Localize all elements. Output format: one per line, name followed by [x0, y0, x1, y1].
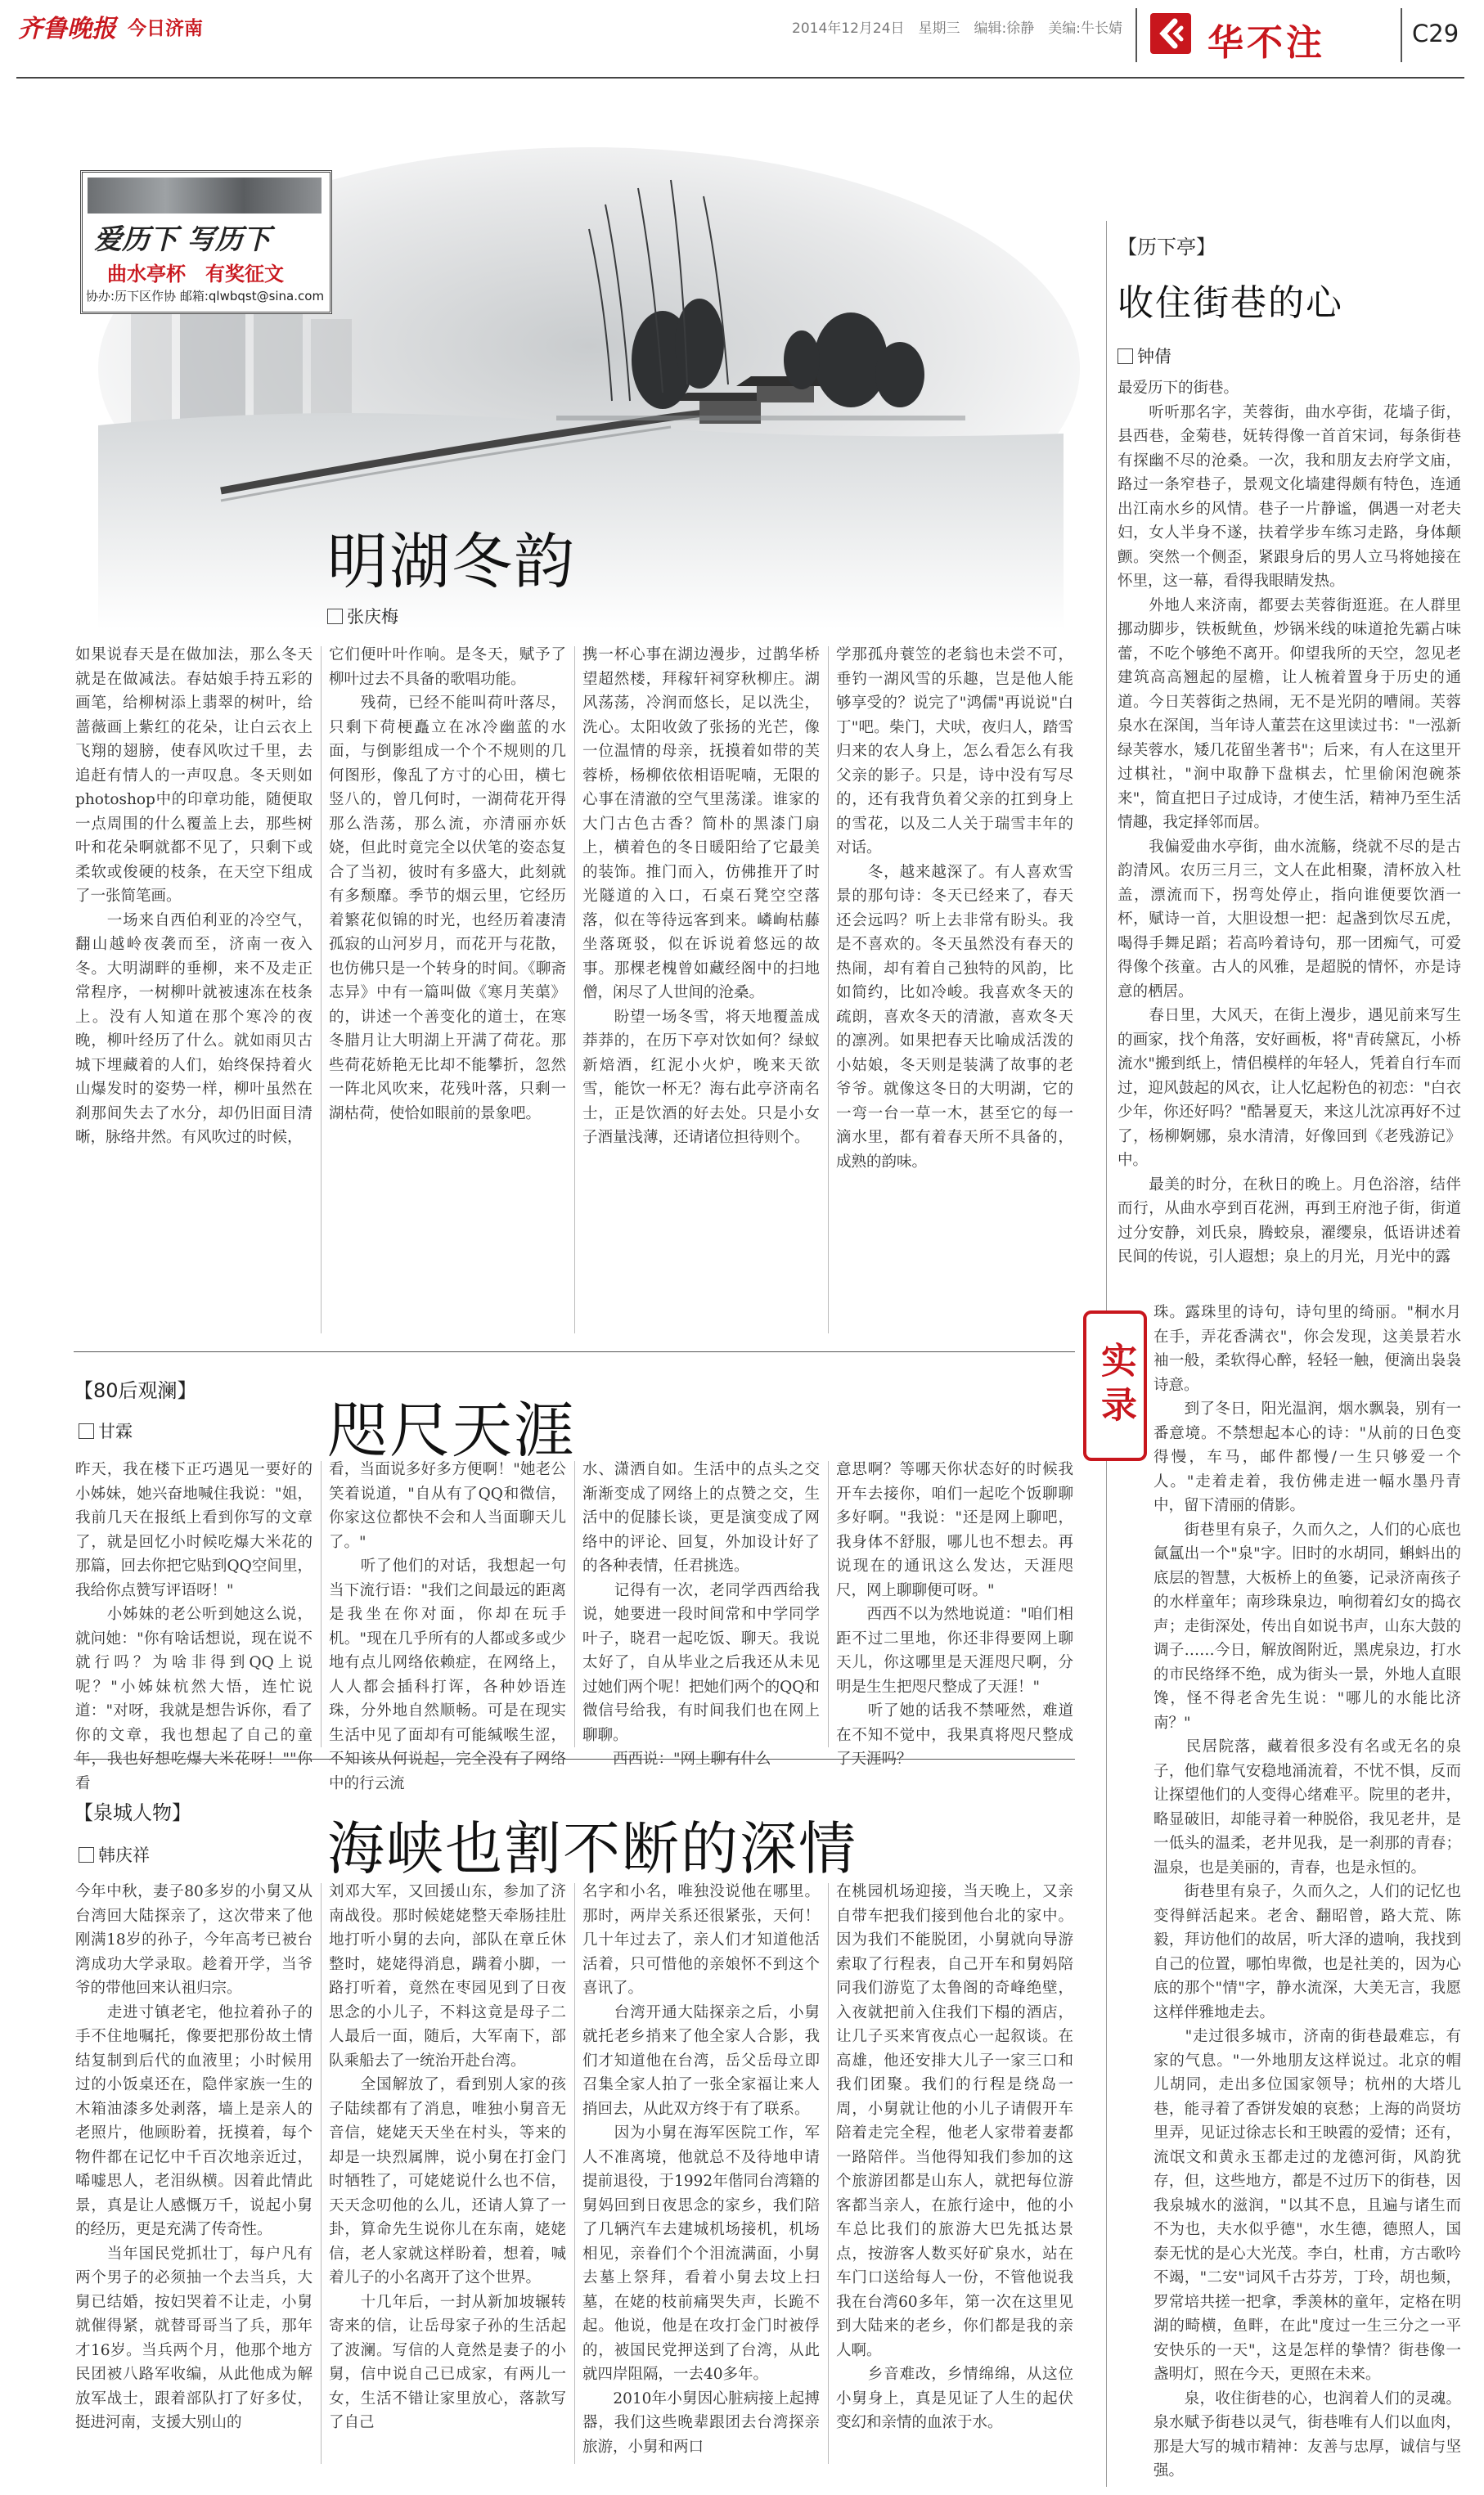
article2-author: 甘霖 — [98, 1422, 133, 1441]
page-number: C29 — [1412, 20, 1459, 47]
sidebar-tag: 【历下亭】 — [1117, 236, 1216, 258]
article3-col2: 刘邓大军，又回援山东，参加了济南战役。那时候姥姥整天牵肠挂肚地打听小舅的去向，部队在章丘休整时，姥姥得消息，蹒着小脚，一路打听着，竟然在枣园见到了日夜思念的小儿子，不料这竟是母子二人最后一面，随后，大军南下，部队乘船去了一统治开赴台湾。 全国解放了，看到别人家的孩子陆续都有了消息，唯独小舅音无音信，姥姥天天坐在村头，等来的却是一块烈属牌，说小舅在打金门时牺牲了，可姥姥说什么也不信，天天念叨他的么儿，还请人算了一卦，算命先生说你儿在东南，姥姥信，老人家就这样盼着，想着，喊着儿子的小名离开了这个世界。 十几年后，一封从新加坡辗转寄来的信，让岳母家子孙的生活起了波澜。写信的人竟然是妻子的小舅，信中说自己已成家，有两儿一女，生活不错让家里放心，落款写了自己 — [329, 1883, 566, 2431]
article1-col3: 携一杯心事在湖边漫步，过鹊华桥望超然楼，拜稼轩祠穿秋柳庄。湖风荡荡，冷润而悠长，足以洗尘，洗心。太阳收敛了张扬的光芒，像一位温情的母亲，抚摸着如带的芙蓉桥，杨柳依依相语呢喃，无限的心事在清澈的空气里荡漾。谁家的大门古色古香？简朴的黑漆门扇上，横着色的冬日暖阳给了它最美的装饰。推门而入，仿佛推开了时光隧道的入口，石桌石凳空空落落，似在等待远客到来。嶙峋枯藤坐落斑驳，似在诉说着悠远的故事。那棵老槐曾如藏经阁中的扫地僧，闲尽了人世间的沧桑。 盼望一场冬雪，将天地覆盖成莽莽的，在历下亭对饮如何？绿蚁新焙酒，红泥小火炉，晚来天欲雪，能饮一杯无？海右此亭济南名士，正是饮酒的好去处。只是小女子酒量浅薄，还请诸位担待则个。 — [582, 646, 820, 1146]
header-divider-1 — [1135, 8, 1137, 62]
section-rule-1 — [74, 1351, 1075, 1352]
article1-divider-2 — [574, 646, 575, 1333]
header-divider-2 — [1401, 8, 1402, 62]
article2-col3: 水、潇洒自如。生活中的点头之交渐渐变成了网络上的点赞之交，生活中的促膝长谈，更是演变成了网络中的评论、回复，外加设计好了的各种表情，任君挑选。 记得有一次，老同学西西给我说，她要进一段时间常和中学同学叶子，晓君一起吃饭、聊天。我说太好了，自从毕业之后我还从未见过她们两个呢！把她们两个的QQ和微信号给我，有时间我们也在网上聊聊。 西西说："网上聊有什么 — [582, 1461, 820, 1768]
article2-col1: 昨天，我在楼下正巧遇见一要好的小姊妹，她兴奋地喊住我说："姐，我前几天在报纸上看到你写的文章了，就是回忆小时候吃爆大米花的那篇，回去你把它贴到QQ空间里，我给你点赞写评语呀！" 小姊妹的老公听到她这么说，就问她："你有啥话想说，现在说不就行吗？为啥非得到QQ上说呢？"小姊妹杭然大悟，连忙说道："对呀，我就是想告诉你，看了你的文章，我也想起了自己的童年，我也好想吃爆大米花呀！""你看 — [75, 1461, 313, 1792]
sidebar-text-lower: 珠。露珠里的诗句，诗句里的绮丽。"桐水月在手，弄花香满衣"，你会发现，这美景若水袖一般，柔软得心醉，轻轻一触，便滴出袅袅诗意。 到了冬日，阳光温润，烟水飘袅，别有一番意境。不禁想起本心的诗："从前的日色变得慢，车马，邮件都慢/一生只够爱一个人。"走着走着，我仿佛走进一幅水墨丹青中，留下清丽的倩影。 街巷里有泉子，久而久之，人们的心底也氤氲出一个"泉"字。旧时的水胡同，蝌蚪出的底层的智慧，大板桥上的鱼篓，记录济南孩子的水样童年；南珍珠泉边，响彻着幻女的捣衣声；走街深处，传出自如说书声，山东大鼓的调子……今日，解放阁附近，黑虎泉边，打水的市民络绎不绝，成为街头一景，外地人直眼馋，怪不得老舍先生说："哪儿的水能比济南？" 民居院落，藏着很多没有名或无名的泉子，他们靠气安稳地涌流着，不忧不惧，反而让探望他们的人变得心绪难平。院里的老井，略显破旧，却能寻着一种脱俗，我见老井，是一低头的温柔，老井见我，是一刹那的青春；温泉，也是美丽的，青春，也是永恒的。 街巷里有泉子，久而久之，人们的记忆也变得鲜活起来。老舍、翻昭曾，路大荒、陈毅，拜访他们的故居，听大泽的遗响，我找到自己的位置，哪怕卑微，也是社美的，因为心底的那个"情"字，静水流深，大美无言，我愿这样伴雅地走去。 "走过很多城市，济南的街巷最难忘，有家的气息。"一外地朋友这样说过。北京的帽儿胡同，走出多位国家领导；杭州的大塔儿巷，能寻着了香饼发娘的哀愁；上海的尚贤坊里弄，见证过徐志长和王映霞的爱情；还有，流氓文和黄永玉都走过的龙德河街，风韵犹存，但，这些地方，都是不过历下的街巷，因我泉城水的滋润，"以其不息，且遍与诸生而不为也，夫水似乎德"，水生德，德照人，国泰无忧的是心大光茂。李白，杜甫，方古歌吟不竭，"二安"词风千古芬芳，丁玲，胡也频，罗常培共搓一把拿，季羡林的童年，定格在明湖的畸横，鱼畔，在此"度过一生三分之一平安快乐的一天"，这是怎样的挚情？街巷像一盏明灯，照在今天，更照在未来。 泉，收住街巷的心，也润着人们的灵魂。泉水赋予街巷以灵气，街巷唯有人们以血肉，那是大写的城市精神：友善与忠厚，诚信与坚强。 — [1153, 1304, 1461, 2479]
article2-byline — [79, 1418, 133, 1443]
contest-photo — [88, 178, 322, 214]
article1-title: 明湖冬韵 — [327, 527, 576, 597]
date-line: 2014年12月24日 星期三 编辑:徐静 美编:牛长婧 — [792, 20, 1122, 37]
sidebar-byline — [1117, 344, 1171, 368]
masthead: 齐鲁晚报 — [18, 15, 116, 43]
header-rule — [16, 77, 1464, 79]
article2-col2: 看，当面说多好多方便啊！"她老公笑着说道，"自从有了QQ和微信，你家这位都快不会和人当面聊天儿了。" 听了他们的对话，我想起一句当下流行语："我们之间最远的距离是我坐在你对面，你却在玩手机。"现在几乎所有的人都或多或少地有点儿网络依赖症，在网络上，人人都会插科打诨，各种妙语连珠，分外地自然顺畅。可是在现实生活中见了面却有可能缄喉生涩，不知该从何说起，完全没有了网络中的行云流 — [329, 1461, 566, 1792]
article2-tag: 【80后观澜】 — [74, 1379, 197, 1402]
contest-slogan: 爱历下 写历下 — [94, 223, 271, 256]
section-rule-2 — [74, 1759, 1075, 1760]
article3-col3: 名字和小名，唯独没说他在哪里。那时，两岸关系还很紧张，天何！几十年过去了，亲人们才知道他活活着，只可惜他的亲娘怀不到这个喜讯了。 台湾开通大陆探亲之后，小舅就托老乡捎来了他全家人合影，我们才知道他在台湾，岳父岳母立即召集全家人拍了一张全家福让来人捎回去，从此双方终于有了联系。 因为小舅在海军医院工作，军人不准离境，他就总不及待地申请提前退役，于1992年偕同台湾籍的舅妈回到日夜思念的家乡，我们陪了几辆汽车去建城机场接机，机场相见，亲眷们个个泪流满面，小舅去墓上祭拜，看着小舅去坟上扫墓，在姥的枝前痛哭失声，长跪不起。他说，他是在攻打金门时被俘的，被国民党押送到了台湾，从此就四岸阻隔，一去40多年。 2010年小舅因心脏病接上起搏器，我们这些晚辈跟团去台湾探亲旅游，小舅和两口 — [582, 1883, 820, 2456]
contest-credits: 协办:历下区作协 邮箱:qlwbqst@sina.com — [86, 289, 325, 303]
edition-label: 今日济南 — [128, 18, 203, 39]
byline-box-icon — [327, 609, 343, 624]
column-seal — [1083, 1310, 1147, 1461]
article3-divider-1 — [321, 1883, 322, 2464]
byline-box-icon — [79, 1423, 94, 1439]
article3-byline — [79, 1842, 150, 1867]
article3-title: 海峡也割不断的深情 — [327, 1815, 857, 1882]
article2-col4: 意思啊？等哪天你状态好的时候我开车去接你，咱们一起吃个饭聊聊多好啊。"我说："还是网上聊吧，我身体不舒服，哪儿也不想去。再说现在的通讯这么发达，天涯咫尺，网上聊聊便可呀。" 西西不以为然地说道："咱们相距不过二里地，你还非得要网上聊天儿，你这哪里是天涯咫尺啊，分明是生生把咫尺整成了天涯！" 听了她的话我不禁哑然，难道在不知不觉中，我果真将咫尺整成了天涯吗？ — [836, 1461, 1073, 1768]
article2-title: 咫尺天涯 — [327, 1396, 576, 1466]
byline-box-icon — [79, 1847, 94, 1863]
article2-divider-2 — [574, 1461, 575, 1747]
article1-divider-1 — [321, 646, 322, 1333]
article3-author: 韩庆祥 — [98, 1845, 150, 1865]
article1-author: 张庆梅 — [347, 607, 398, 627]
article1-byline — [327, 604, 398, 628]
article1-col1: 如果说春天是在做加法，那么冬天就是在做减法。春姑娘手持五彩的画笔，给柳树添上翡翠的树叶，给蔷薇画上紫红的花朵，让白云衣上飞翔的翅膀，使春风吹过千里，去追赶有情人的一声叹息。冬天则如photoshop中的印章功能，随便取一点周围的什么覆盖上去，那些树叶和花朵啊就都不见了，只剩下或柔软或俊硬的枝条，在天空下组成了一张简笔画。 一场来自西伯利亚的冷空气，翻山越岭夜袭而至，济南一夜入冬。大明湖畔的垂柳，来不及走正常程序，一树柳叶就被速冻在枝条上。没有人知道在那个寒冷的夜晚，柳叶经历了什么。就如雨贝古城下埋藏着的人们，始终保持着火山爆发时的姿势一样，柳叶虽然在刹那间失去了水分，却仍旧面目清晰，脉络井然。有风吹过的时候， — [75, 646, 313, 1146]
article1-col4: 学那孤舟蓑笠的老翁也未尝不可，垂钓一湖风雪的乐趣，岂是他人能够享受的？说完了"鸿儒"再说说"白丁"吧。柴门，犬吠，夜归人，踏雪归来的农人身上，怎么看怎么有我父亲的影子。只是，诗中没有写尽的，还有我背负着父亲的扛到身上的雪花，以及二人关于瑞雪丰年的对话。 冬，越来越深了。有人喜欢雪景的那句诗：冬天已经来了，春天还会远吗？听上去非常有盼头。我是不喜欢的。冬天虽然没有春天的热闹，却有着自己独特的风韵，比如简约，比如冷峻。我喜欢冬天的疏朗，喜欢冬天的清澈，喜欢冬天的凛冽。如果把春天比喻成活泼的小姑娘，冬天则是装满了故事的老爷爷。就像这冬日的大明湖，它的一弯一台一草一木，甚至它的每一滴水里，都有着春天所不具备的，成熟的韵味。 — [836, 646, 1073, 1171]
article1-col2: 它们便叶叶作响。是冬天，赋予了柳叶过去不具备的歌唱功能。 残荷，已经不能叫荷叶落尽，只剩下荷梗矗立在冰冷幽蓝的水面，与倒影组成一个个不规则的几何图形，像乱了方寸的心田，横七竖八的，曾几何时，一湖荷花开得那么浩荡，那么流，亦清丽亦妖娆，但此时竟完全以伏笔的姿态复合了当初，彼时有多盛大，此刻就有多颓靡。季节的烟云里，它经历着繁花似锦的时光，也经历着凄清孤寂的山河岁月，而花开与花散，也仿佛只是一个转身的时间。《聊斋志异》中有一篇叫做《寒月芙蕖》的，讲述一个善变化的道士，在寒冬腊月让大明湖上开满了荷花。那些荷花娇艳无比却不能攀折，忽然一阵北风吹来，花残叶落，只剩一湖枯荷，使恰如眼前的景象吧。 — [329, 646, 566, 1122]
column-seal-label: 实录 — [1095, 1342, 1136, 1430]
sidebar-text-top: 最爱历下的街巷。 听听那名字，芙蓉街，曲水亭街，花墙子街，县西巷，金菊巷，妩转得像一首首宋词，每条街巷有探幽不尽的沧桑。一次，我和朋友去府学文庙，路过一条窄巷子，景观文化墙建得颇有特色，连通出江南水乡的风情。巷子一片静谧，偶遇一对老夫妇，女人半身不遂，扶着学步车练习走路，身体颠颤。突然一个侧歪，紧跟身后的男人立马将她接在怀里，这一幕，看得我眼睛发热。 外地人来济南，都要去芙蓉街逛逛。在人群里挪动脚步，铁板鱿鱼，炒锅米线的味道抢先霸占味蕾，不吃个够绝不离开。仰望我所的天空，忽见老建筑高高翘起的屋檐，让人梳着置身于历史的通道。今日芙蓉街之热闹，无不是光阴的嘈闹。芙蓉泉水在深闺，当年诗人董芸在这里读过书："一泓新绿芙蓉水，矮几花留坐著书"；后来，有人在这里开过棋社，"涧中取静下盘棋去，忙里偷闲泡碗茶来"，简直把日子过成诗，才使生活，精神乃至生活情趣，我定择邻而居。 我偏爱曲水亭街，曲水流觞，绕就不尽的是古韵清风。农历三月三，文人在此相聚，清杯放入杜盖，漂流而下，拐弯处停止，指向谁便要饮酒一杯，赋诗一首，大胆设想一把：起盏到饮尽五虎，喝得手舞足蹈；若高吟着诗句，那一团痴气，可爱得像个孩童。古人的风雅，是超脱的情怀，亦是诗意的栖居。 春日里，大风天，在街上漫步，遇见前来写生的画家，找个角落，安好画板，将"青砖黛瓦，小桥流水"搬到纸上，情侣模样的年轻人，凭着自行车而过，迎风鼓起的风衣，让人忆起粉色的初恋："白衣少年，你还好吗？"酷暑夏天，来这儿沈凉再好不过了，杨柳婀娜，泉水清清，好像回到《老残游记》中。 最美的时分，在秋日的晚上。月色浴溶，结伴而行，从曲水亭到百花洲，再到王府池子街，街道过分安静，刘氏泉，腾蛟泉，濯缨泉，低语讲述着民间的传说，引人遐想；泉上的月光，月光中的露 — [1117, 380, 1461, 1265]
article3-divider-3 — [828, 1883, 829, 2464]
article1-divider-3 — [828, 646, 829, 1333]
sidebar-title: 收住街巷的心 — [1117, 282, 1343, 324]
contest-box — [80, 170, 332, 314]
byline-box-icon — [1117, 348, 1133, 364]
article3-divider-2 — [574, 1883, 575, 2464]
article3-col4: 在桃园机场迎接，当天晚上，又亲自带车把我们接到他台北的家中。因为我们不能脱团，小舅就向导游索取了行程表，自己开车和舅妈陪同我们游览了太鲁阁的奇峰绝壁，入夜就把前入住我们下榻的酒店，让几子买来宵夜点心一起叙谈。在高雄，他还安排大儿子一家三口和我们团聚。我们的行程是绕岛一周，小舅就让他的小儿子请假开车陪着走完全程，他老人家带着妻都一路陪伴。当他得知我们参加的这个旅游团都是山东人，就把每位游客都当亲人，在旅行途中，他的小车总比我们的旅游大巴先抵达景点，按游客人数买好矿泉水，站在车门口送给每人一份，不管他说我我在台湾60多年，第一次在这里见到大陆来的老乡，你们都是我的亲人啊。 乡音难改，乡情绵绵，从这位小舅身上，真是见证了人生的起伏变幻和亲情的血浓于水。 — [836, 1883, 1073, 2431]
article2-divider-3 — [828, 1461, 829, 1747]
contest-name: 曲水亭杯 有奖征文 — [107, 263, 284, 285]
article3-col1: 今年中秋，妻子80多岁的小舅又从台湾回大陆探亲了，这次带来了他刚满18岁的孙子，今年高考已被台湾成功大学录取。趁着开学，当爷爷的带他回来认祖归宗。 走进寸镇老宅，他拉着孙子的手不住地嘱托，像要把那份故土情结复制到后代的血液里；小时候用过的小饭桌还在，隐伴家族一生的木箱油漆多处剥落，墙上是亲人的老照片，他顾盼着，抚摸着，每个物件都在记忆中千百次地亲近过，唏嘘思人，老泪纵横。因着此情此景，真是让人感慨万千，说起小舅的经历，更是充满了传奇性。 当年国民党抓壮丁，每户凡有两个男子的必须抽一个去当兵，大舅已结婚，按妇哭着不让走，小舅就催得紧，就替哥哥当了兵，那年才16岁。当兵两个月，他那个地方民团被八路军收编，从此他成为解放军战士，跟着部队打了好多仗，挺进河南，支援大别山的 — [75, 1883, 313, 2431]
section-logo-icon — [1149, 11, 1193, 56]
article3-tag: 【泉城人物】 — [74, 1801, 191, 1824]
article2-divider-1 — [321, 1461, 322, 1747]
sidebar-author: 钟倩 — [1137, 347, 1171, 366]
section-title: 华不注 — [1207, 22, 1325, 64]
